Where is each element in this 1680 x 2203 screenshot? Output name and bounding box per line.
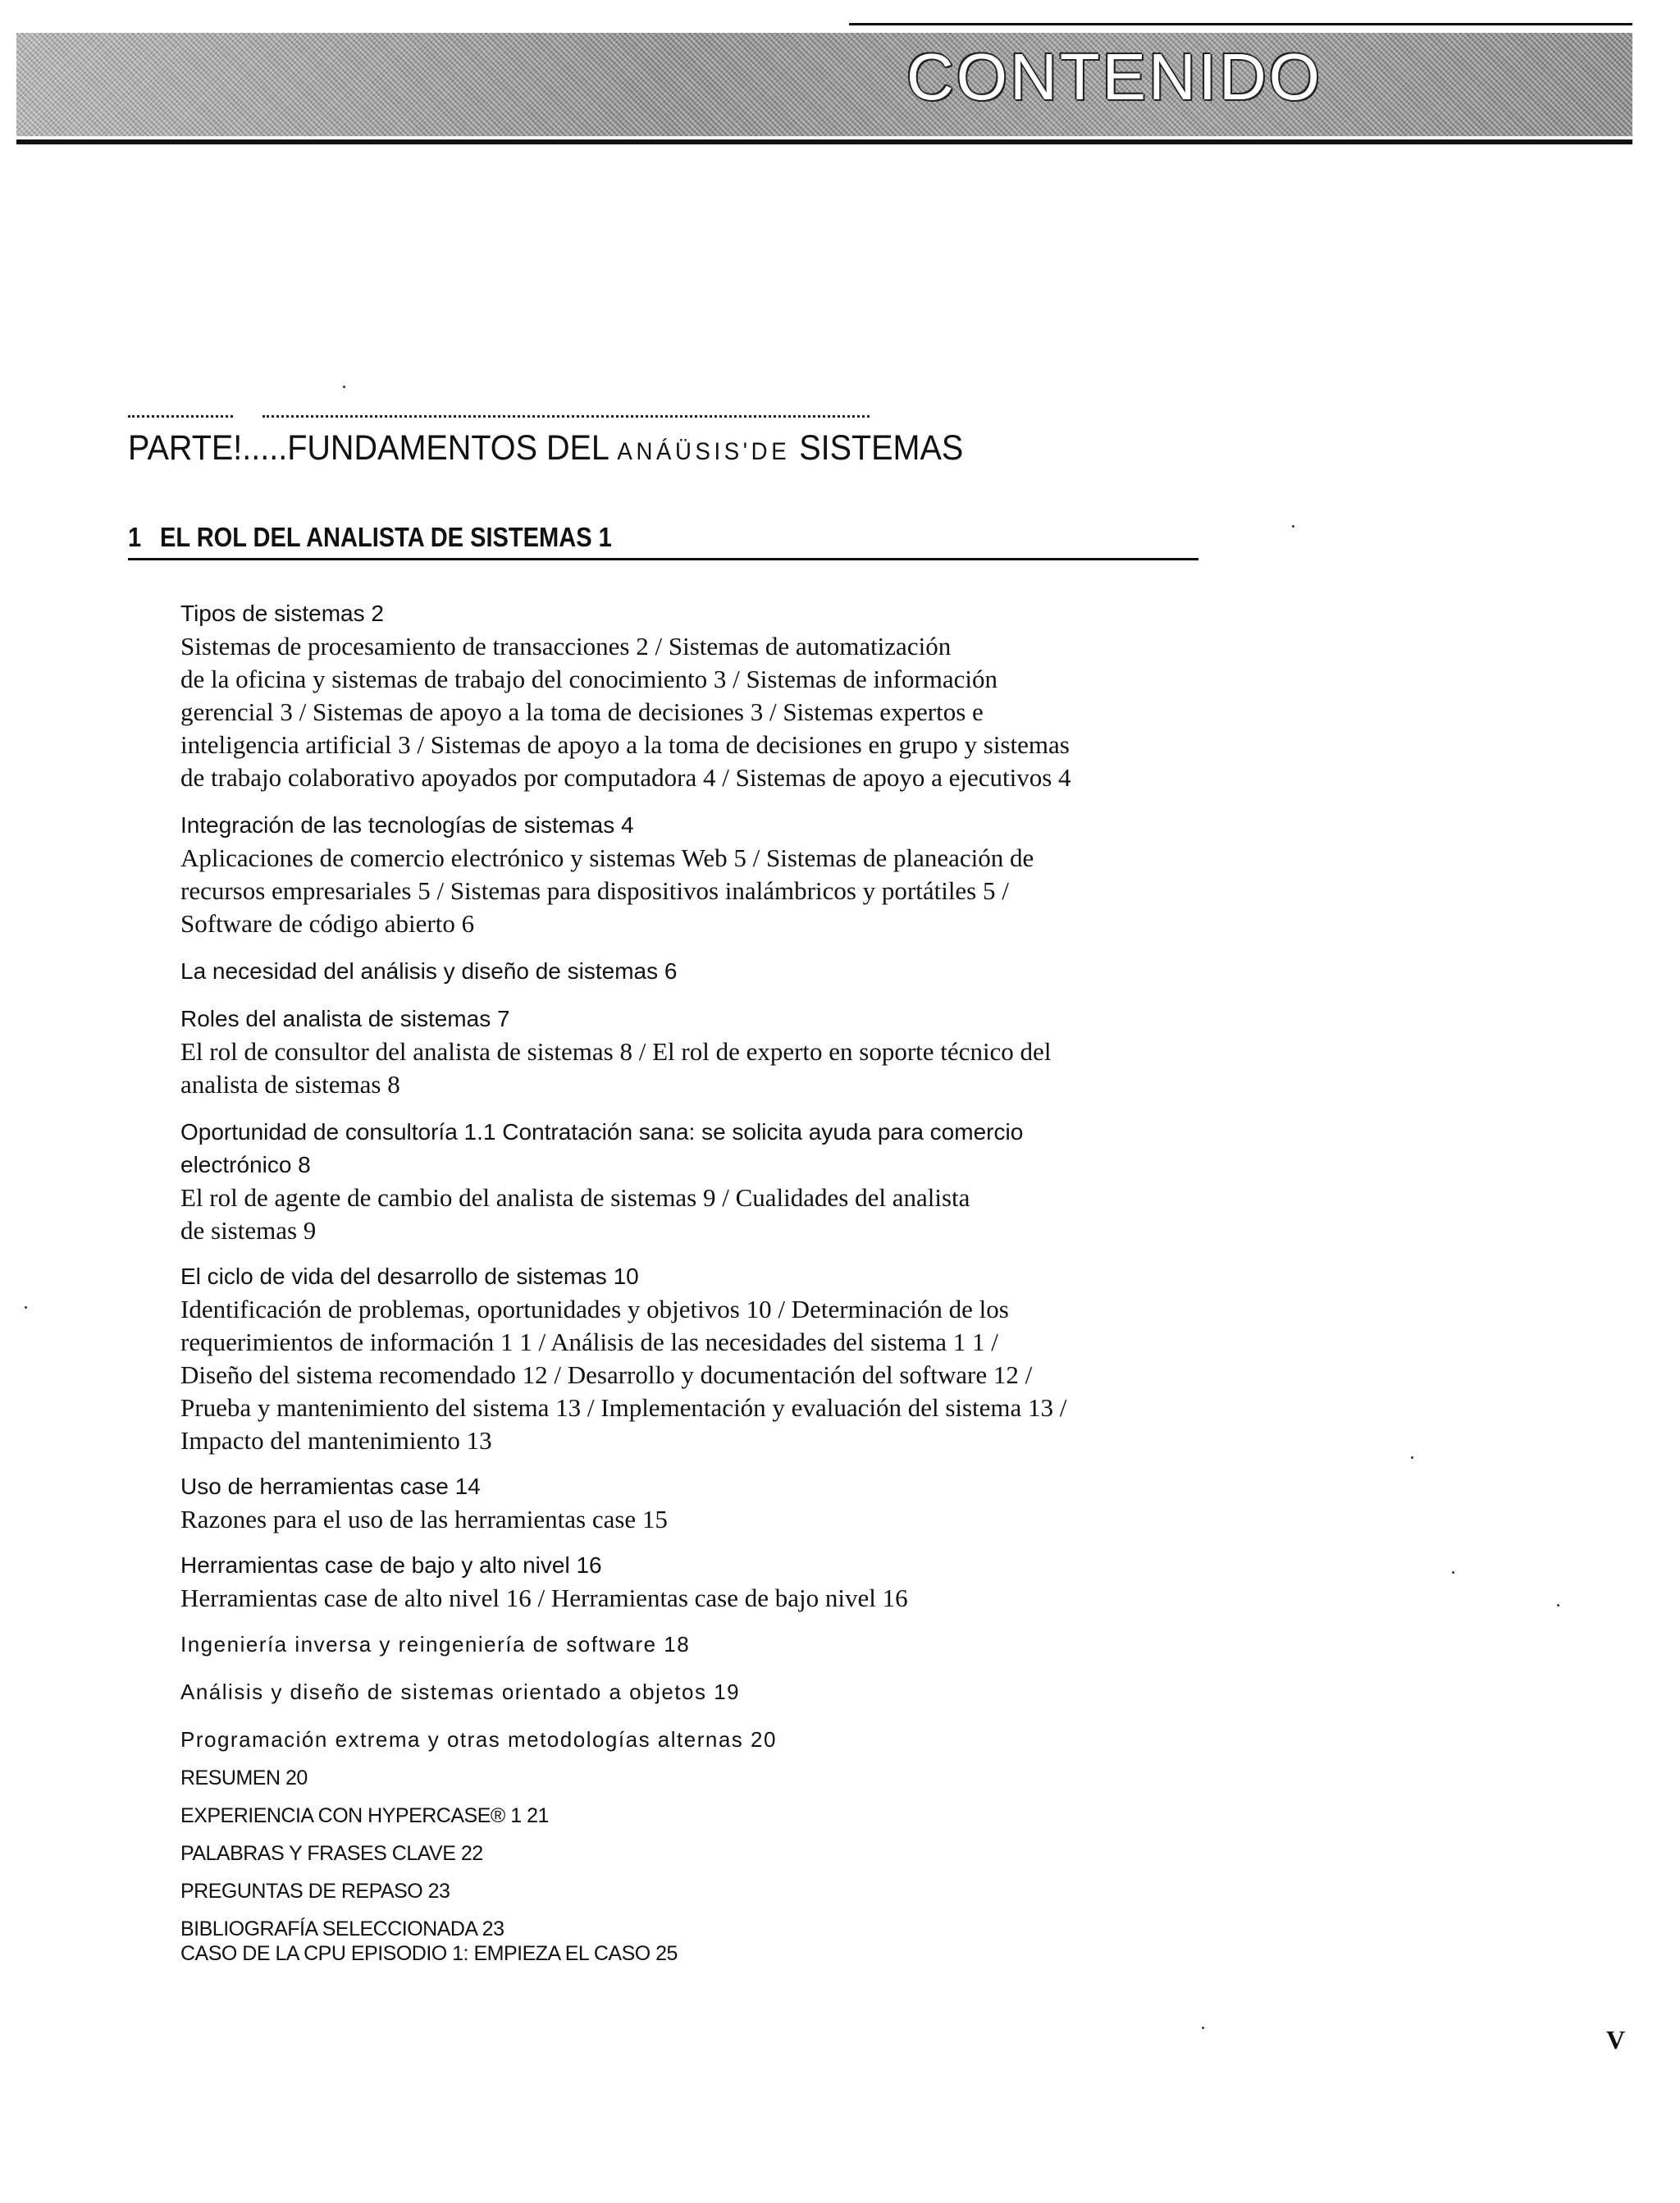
part-heading-suffix: SISTEMAS bbox=[790, 428, 964, 468]
toc-entry-subtopics: Sistemas de procesamiento de transacciones 2 / Sistemas de automatización de la oficina y sistemas de trabajo del conocimiento 3 / Sistemas de información gerencial 3 / Sistemas de apoyo a la toma de decisiones 3 / Sistemas expertos e inteligencia artificial 3 / Sistemas de apoyo a la toma de decisiones en grupo y sistemas de trabajo colaborativo apoyados por computadora 4 / Sistemas de apoyo a ejecutivos 4 bbox=[180, 632, 1071, 792]
table-of-contents bbox=[180, 584, 1206, 1968]
scan-speck bbox=[1452, 1571, 1454, 1574]
toc-entry-title: Ingeniería inversa y reingeniería de software 18 bbox=[180, 1632, 691, 1657]
header-top-rule bbox=[849, 23, 1632, 25]
scan-speck bbox=[1557, 1604, 1559, 1607]
header-banner bbox=[16, 33, 1632, 136]
part-heading bbox=[128, 428, 963, 468]
toc-entry-subtopics: Identificación de problemas, oportunidades y objetivos 10 / Determinación de los requerimientos de información 1 1 / Análisis de las necesidades del sistema 1 1 / Diseño del sistema recomendado 12 / Desarrollo y documentación del software 12 / Prueba y mantenimiento del sistema 13 / Implementación y evaluación del sistema 13 / Impacto del mantenimiento 13 bbox=[180, 1295, 1067, 1455]
toc-entry-title: Tipos de sistemas 2 bbox=[180, 601, 384, 626]
toc-entry-title: Integración de las tecnologías de sistemas 4 bbox=[180, 812, 634, 838]
toc-entry bbox=[180, 1470, 1206, 1536]
chapter-end-section: PREGUNTAS DE REPASO 23 bbox=[180, 1880, 450, 1903]
page-number: V bbox=[1606, 2025, 1626, 2054]
toc-entry bbox=[180, 1549, 1206, 1615]
part-heading-smallcaps: ANÁÜSIS'DE bbox=[617, 438, 791, 465]
part-heading-prefix: PARTE!.....FUNDAMENTOS DEL bbox=[128, 428, 618, 468]
chapter-end-section: RESUMEN 20 bbox=[180, 1767, 308, 1789]
chapter-end-section: EXPERIENCIA CON HYPERCASE® 1 21 bbox=[180, 1804, 549, 1827]
toc-entry-title: La necesidad del análisis y diseño de sistemas 6 bbox=[180, 958, 678, 984]
toc-entry-subtopics: Aplicaciones de comercio electrónico y sistemas Web 5 / Sistemas de planeación de recursos empresariales 5 / Sistemas para dispositivos inalámbricos y portátiles 5 / Software de código abierto 6 bbox=[180, 843, 1034, 938]
toc-entry-subtopics: El rol de consultor del analista de sistemas 8 / El rol de experto en soporte técnico del analista de sistemas 8 bbox=[180, 1037, 1052, 1099]
scan-speck bbox=[343, 386, 345, 388]
toc-entry bbox=[180, 955, 1206, 988]
toc-entry bbox=[180, 1116, 1206, 1247]
chapter-end-section: CASO DE LA CPU EPISODIO 1: EMPIEZA EL CASO 25 bbox=[180, 1942, 678, 1965]
scan-speck bbox=[1411, 1456, 1413, 1459]
part-dotted-rule-left bbox=[128, 415, 233, 418]
toc-entry-subtopics: El rol de agente de cambio del analista de sistemas 9 / Cualidades del analista de sistemas 9 bbox=[180, 1183, 970, 1245]
header-bottom-rule bbox=[16, 139, 1632, 144]
toc-entry bbox=[180, 1003, 1206, 1101]
chapter-number: 1 bbox=[128, 522, 142, 552]
toc-entry-title: El ciclo de vida del desarrollo de sistemas 10 bbox=[180, 1264, 639, 1289]
part-dotted-rule-right bbox=[262, 415, 870, 418]
chapter-rule bbox=[128, 558, 1198, 560]
toc-entry-title: Roles del analista de sistemas 7 bbox=[180, 1006, 510, 1031]
toc-entry-title: Oportunidad de consultoría 1.1 Contratación sana: se solicita ayuda para comercio electrónico 8 bbox=[180, 1119, 1024, 1177]
toc-entry-subtopics: Razones para el uso de las herramientas case 15 bbox=[180, 1505, 668, 1533]
scan-speck bbox=[1202, 2027, 1204, 2029]
scan-speck bbox=[1292, 525, 1294, 528]
toc-entry-subtopics: Herramientas case de alto nivel 16 / Herramientas case de bajo nivel 16 bbox=[180, 1584, 908, 1612]
chapter-end-section: BIBLIOGRAFÍA SELECCIONADA 23 bbox=[180, 1917, 504, 1940]
chapter-title: EL ROL DEL ANALISTA DE SISTEMAS 1 bbox=[160, 522, 612, 552]
scan-speck bbox=[25, 1306, 27, 1309]
toc-entry-title: Programación extrema y otras metodologías alternas 20 bbox=[180, 1727, 777, 1752]
toc-entry-title: Análisis y diseño de sistemas orientado a objetos 19 bbox=[180, 1680, 741, 1704]
toc-entry bbox=[180, 1260, 1206, 1457]
chapter-end-section: PALABRAS Y FRASES CLAVE 22 bbox=[180, 1842, 483, 1865]
toc-entry bbox=[180, 809, 1206, 940]
toc-entry-title: Herramientas case de bajo y alto nivel 16 bbox=[180, 1552, 602, 1578]
toc-entry-title: Uso de herramientas case 14 bbox=[180, 1474, 481, 1499]
chapter-heading bbox=[128, 522, 612, 553]
toc-entry bbox=[180, 597, 1206, 794]
page-title: CONTENIDO bbox=[906, 40, 1322, 113]
